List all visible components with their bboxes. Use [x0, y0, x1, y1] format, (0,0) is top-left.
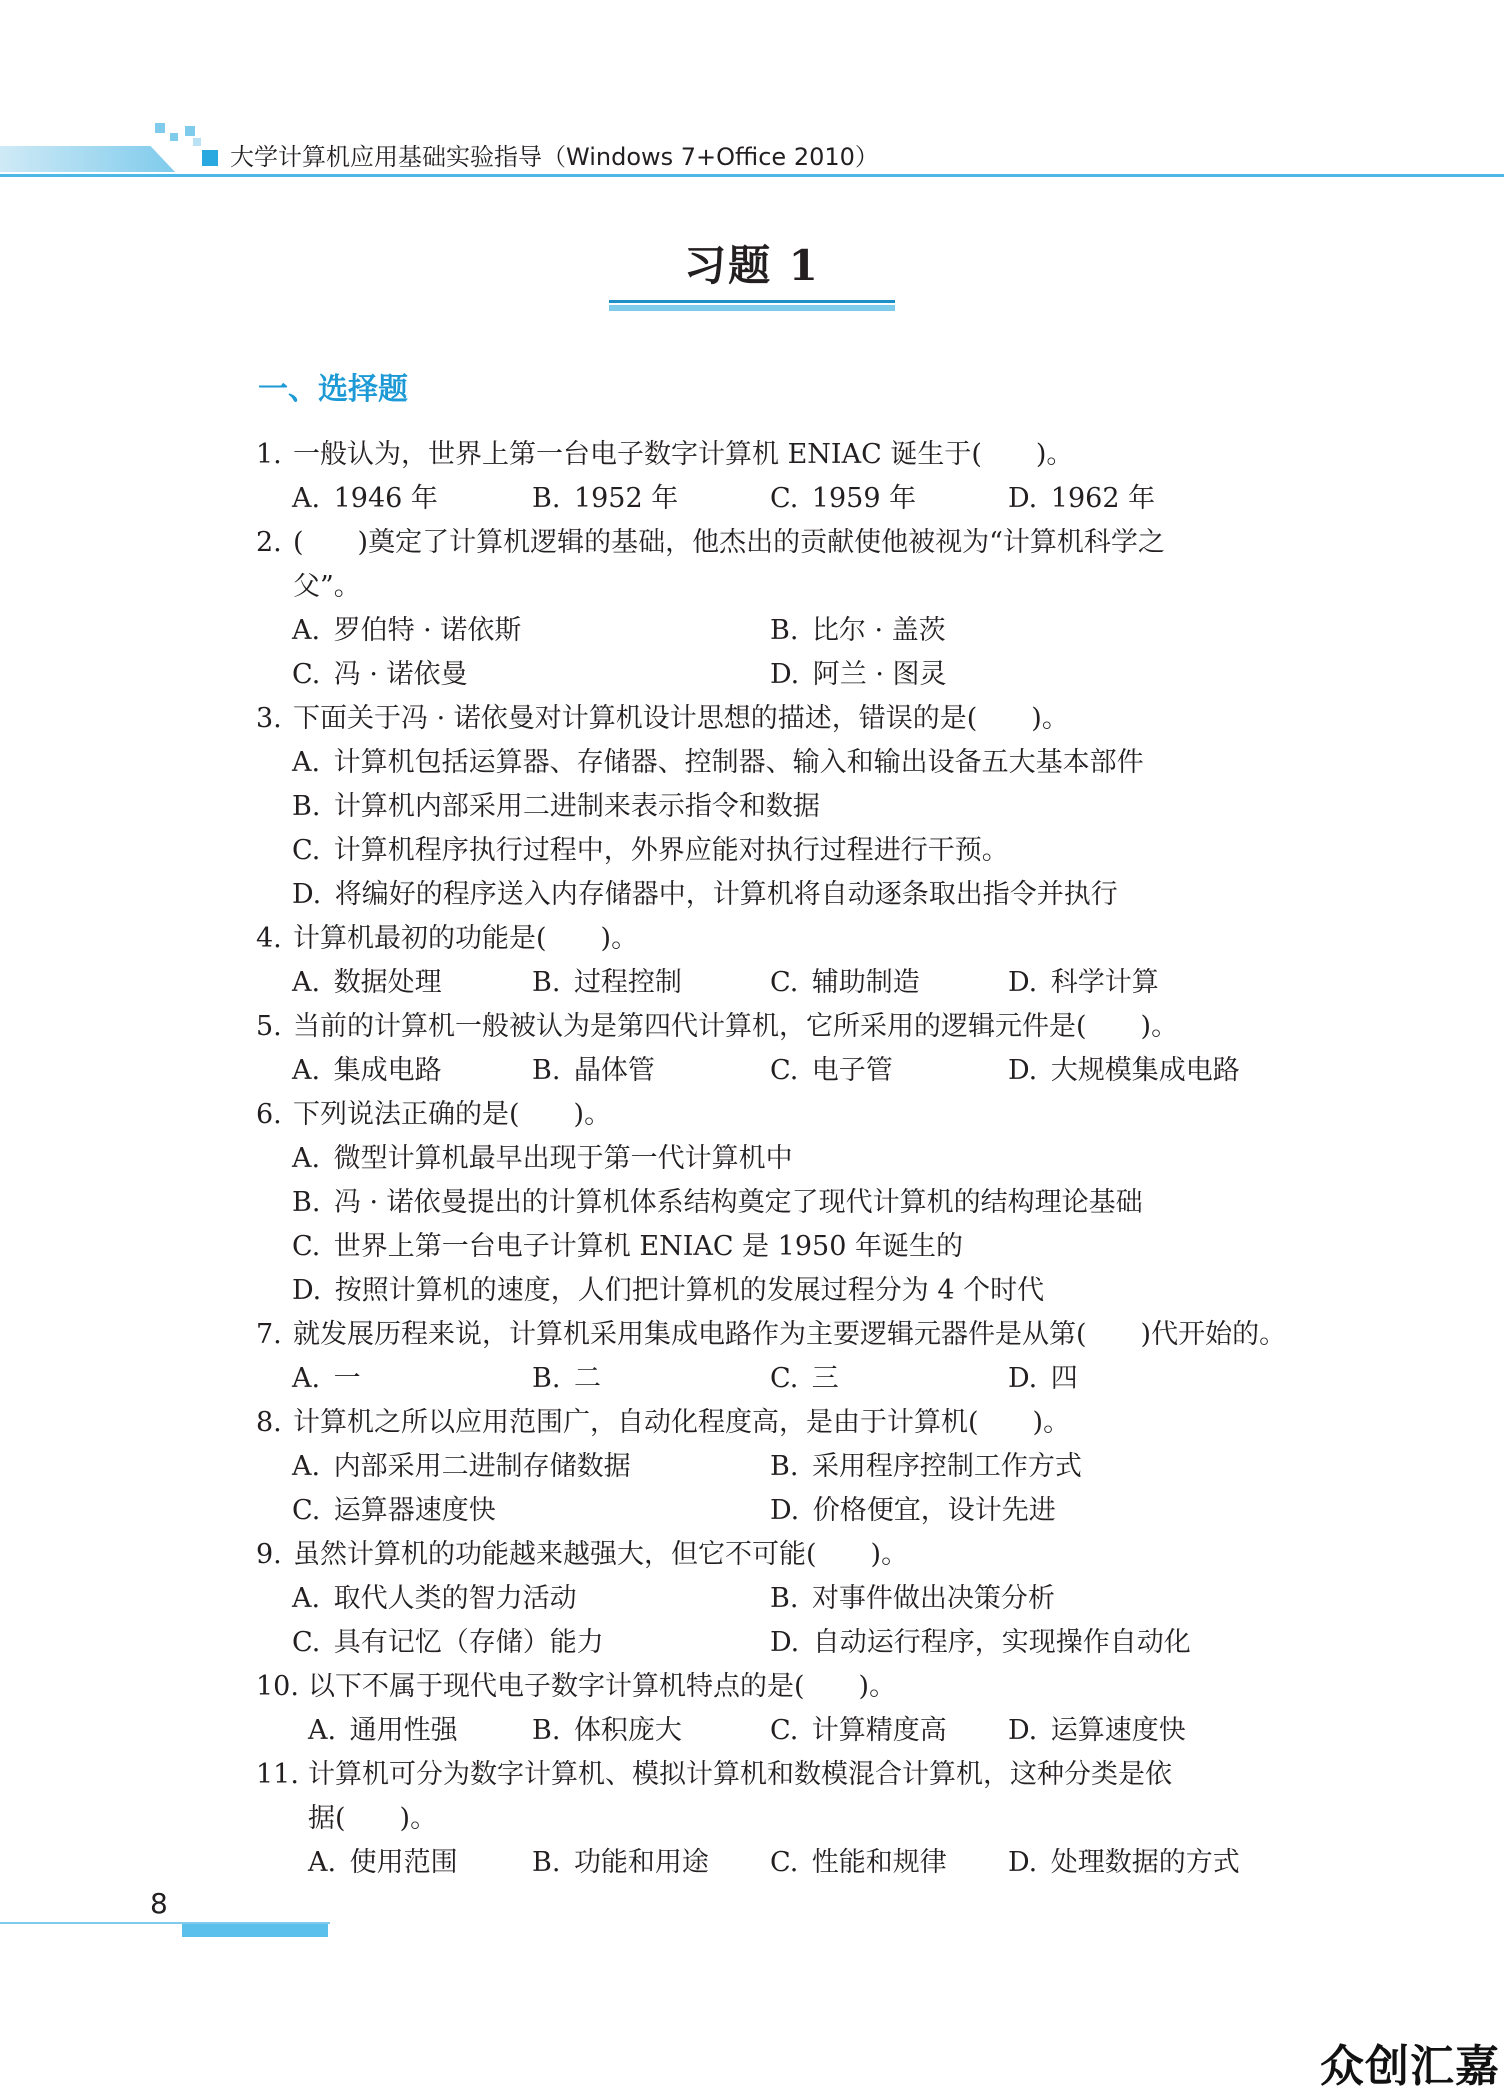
option-text: 阿兰 · 图灵 [812, 659, 947, 690]
question-number: 3. [256, 703, 282, 734]
option-b [292, 785, 820, 829]
option-text: 计算机程序执行过程中，外界应能对执行过程进行干预。 [333, 835, 1009, 866]
option-d [1008, 477, 1155, 521]
option-d [1008, 1709, 1186, 1753]
option-text: 计算机内部采用二进制来表示指令和数据 [333, 791, 820, 822]
question-text: 一般认为，世界上第一台电子数字计算机 ENIAC 诞生于( )。 [293, 439, 1074, 470]
header-pixel-decoration [185, 126, 195, 136]
options-row [0, 741, 1504, 785]
options-row [0, 653, 1504, 697]
option-text: 运算速度快 [1050, 1715, 1186, 1746]
option-letter: D. [1008, 1055, 1038, 1086]
options-row [0, 873, 1504, 917]
option-text: 运算器速度快 [333, 1495, 496, 1526]
option-c [770, 1709, 947, 1753]
option-d [1008, 1841, 1240, 1885]
option-a [292, 961, 442, 1005]
options-row [0, 1225, 1504, 1269]
option-text: 科学计算 [1050, 967, 1159, 998]
options-row [0, 829, 1504, 873]
header-pixel-decoration [170, 133, 178, 141]
question-5 [0, 1005, 1504, 1049]
option-d [292, 1269, 1044, 1313]
option-b [532, 477, 678, 521]
option-letter: A. [292, 747, 321, 778]
question-8 [0, 1401, 1504, 1445]
options-row [0, 1445, 1504, 1489]
option-letter: A. [292, 1055, 321, 1086]
page-number: 8 [150, 1887, 168, 1920]
options-row [0, 1577, 1504, 1621]
option-letter: C. [770, 1055, 799, 1086]
header-pixel-decoration [155, 123, 165, 133]
question-list [0, 433, 1504, 1885]
option-letter: A. [308, 1847, 337, 1878]
option-text: 具有记忆（存储）能力 [333, 1627, 604, 1658]
option-a [292, 477, 438, 521]
question-number: 4. [256, 923, 282, 954]
option-text: 晶体管 [573, 1055, 655, 1086]
question-3 [0, 697, 1504, 741]
question-text: 下面关于冯 · 诺依曼对计算机设计思想的描述，错误的是( )。 [293, 703, 1069, 734]
option-letter: B. [770, 1583, 799, 1614]
watermark-text: 众创汇嘉 [1320, 2041, 1500, 2092]
option-letter: C. [770, 1715, 799, 1746]
option-text: 罗伯特 · 诺依斯 [333, 615, 522, 646]
question-6 [0, 1093, 1504, 1137]
option-c [770, 1357, 839, 1401]
question-number: 11. [256, 1759, 299, 1790]
option-a [292, 1049, 442, 1093]
option-letter: B. [532, 967, 561, 998]
question-number: 9. [256, 1539, 282, 1570]
option-letter: A. [292, 967, 321, 998]
option-b [532, 961, 682, 1005]
option-text: 1946 年 [333, 483, 438, 514]
option-d [292, 873, 1118, 917]
title-underline-light [609, 305, 895, 311]
section-title: 一、选择题 [258, 372, 408, 407]
option-letter: C. [292, 1495, 321, 1526]
question-text: 计算机最初的功能是( )。 [293, 923, 639, 954]
question-text: 以下不属于现代电子数字计算机特点的是( )。 [308, 1671, 897, 1702]
question-text: 就发展历程来说，计算机采用集成电路作为主要逻辑元器件是从第( )代开始的。 [293, 1319, 1287, 1350]
option-text: 价格便宜，设计先进 [812, 1495, 1056, 1526]
option-text: 1959 年 [811, 483, 917, 514]
option-letter: A. [292, 1143, 321, 1174]
option-letter: D. [292, 879, 322, 910]
option-letter: B. [770, 615, 799, 646]
option-a [292, 609, 521, 653]
option-c [770, 1049, 893, 1093]
option-letter: D. [1008, 1363, 1038, 1394]
option-letter: D. [1008, 967, 1038, 998]
option-a [292, 1577, 577, 1621]
question-text: 当前的计算机一般被认为是第四代计算机，它所采用的逻辑元件是( )。 [293, 1011, 1179, 1042]
option-d [1008, 1049, 1240, 1093]
option-b [292, 1181, 1143, 1225]
option-b [770, 609, 946, 653]
option-c [292, 653, 468, 697]
option-text: 辅助制造 [811, 967, 920, 998]
option-letter: B. [532, 1715, 561, 1746]
option-text: 冯 · 诺依曼提出的计算机体系结构奠定了现代计算机的结构理论基础 [333, 1187, 1143, 1218]
options-row [0, 1269, 1504, 1313]
option-text: 计算机包括运算器、存储器、控制器、输入和输出设备五大基本部件 [333, 747, 1144, 778]
option-text: 取代人类的智力活动 [333, 1583, 577, 1614]
option-letter: B. [532, 1363, 561, 1394]
question-7 [0, 1313, 1504, 1357]
option-text: 采用程序控制工作方式 [811, 1451, 1082, 1482]
option-b [532, 1841, 709, 1885]
option-text: 数据处理 [333, 967, 442, 998]
option-letter: D. [1008, 1847, 1038, 1878]
running-header-title: 大学计算机应用基础实验指导（Windows 7+Office 2010） [230, 143, 879, 171]
header-rule [0, 174, 1504, 177]
option-text: 将编好的程序送入内存储器中，计算机将自动逐条取出指令并执行 [334, 879, 1118, 910]
question-number: 8. [256, 1407, 282, 1438]
question-number: 5. [256, 1011, 282, 1042]
question-number: 2. [256, 527, 282, 558]
option-text: 微型计算机最早出现于第一代计算机中 [333, 1143, 793, 1174]
options-row [0, 1181, 1504, 1225]
options-row [0, 961, 1504, 1005]
option-a [292, 1137, 793, 1181]
question-number: 6. [256, 1099, 282, 1130]
option-letter: A. [292, 1363, 321, 1394]
options-row [0, 1357, 1504, 1401]
option-letter: B. [292, 1187, 321, 1218]
option-d [1008, 961, 1159, 1005]
option-c [770, 477, 916, 521]
question-text: 父”。 [293, 571, 361, 602]
option-text: 自动运行程序，实现操作自动化 [812, 1627, 1191, 1658]
option-text: 电子管 [811, 1055, 893, 1086]
option-letter: C. [292, 659, 321, 690]
question-text: 据( )。 [308, 1803, 438, 1834]
question-10 [0, 1665, 1504, 1709]
option-c [770, 1841, 947, 1885]
options-row [0, 1049, 1504, 1093]
option-b [770, 1445, 1082, 1489]
options-row [0, 1841, 1504, 1885]
option-letter: B. [532, 1847, 561, 1878]
options-row [0, 1137, 1504, 1181]
option-c [292, 1621, 604, 1665]
option-letter: A. [292, 615, 321, 646]
option-letter: C. [292, 1627, 321, 1658]
option-d [770, 1621, 1191, 1665]
option-text: 大规模集成电路 [1050, 1055, 1240, 1086]
footer-bar [182, 1924, 328, 1937]
option-letter: D. [1008, 1715, 1038, 1746]
option-c [292, 1489, 496, 1533]
option-text: 二 [573, 1363, 601, 1394]
option-letter: C. [770, 967, 799, 998]
option-text: 对事件做出决策分析 [811, 1583, 1055, 1614]
question-11 [0, 1753, 1504, 1797]
question-4 [0, 917, 1504, 961]
option-letter: C. [770, 483, 799, 514]
option-a [308, 1841, 458, 1885]
option-letter: D. [770, 659, 800, 690]
option-b [532, 1357, 601, 1401]
question-2-line-2 [0, 565, 1504, 609]
question-text: 虽然计算机的功能越来越强大，但它不可能( )。 [293, 1539, 909, 1570]
option-c [292, 1225, 963, 1269]
question-2 [0, 521, 1504, 565]
option-text: 内部采用二进制存储数据 [333, 1451, 631, 1482]
option-c [292, 829, 1009, 873]
option-letter: D. [1008, 483, 1038, 514]
option-text: 性能和规律 [811, 1847, 947, 1878]
question-text: 下列说法正确的是( )。 [293, 1099, 612, 1130]
option-a [292, 1445, 631, 1489]
question-number: 10. [256, 1671, 299, 1702]
option-text: 通用性强 [349, 1715, 458, 1746]
option-text: 1962 年 [1050, 483, 1156, 514]
option-text: 集成电路 [333, 1055, 442, 1086]
option-b [770, 1577, 1055, 1621]
option-letter: B. [292, 791, 321, 822]
option-letter: B. [532, 1055, 561, 1086]
option-text: 功能和用途 [573, 1847, 709, 1878]
header-bullet-square [202, 150, 218, 166]
options-row [0, 1489, 1504, 1533]
options-row [0, 785, 1504, 829]
option-letter: B. [532, 483, 561, 514]
option-letter: D. [770, 1495, 800, 1526]
option-text: 1952 年 [573, 483, 679, 514]
title-underline-dark [609, 300, 895, 303]
question-number: 7. [256, 1319, 282, 1350]
question-text: 计算机之所以应用范围广，自动化程度高，是由于计算机( )。 [293, 1407, 1071, 1438]
header-pixel-decoration [193, 138, 201, 146]
option-text: 体积庞大 [573, 1715, 682, 1746]
option-letter: B. [770, 1451, 799, 1482]
option-letter: A. [292, 1451, 321, 1482]
option-c [770, 961, 920, 1005]
option-text: 过程控制 [573, 967, 682, 998]
option-b [532, 1049, 655, 1093]
question-9 [0, 1533, 1504, 1577]
options-row [0, 1621, 1504, 1665]
option-text: 一 [333, 1363, 361, 1394]
option-letter: A. [292, 483, 321, 514]
option-text: 计算精度高 [811, 1715, 947, 1746]
option-letter: C. [292, 1231, 321, 1262]
question-11-line-2 [0, 1797, 1504, 1841]
page-title: 习题 1 [684, 241, 820, 290]
option-letter: D. [770, 1627, 800, 1658]
option-text: 冯 · 诺依曼 [333, 659, 468, 690]
option-text: 处理数据的方式 [1050, 1847, 1240, 1878]
option-text: 世界上第一台电子计算机 ENIAC 是 1950 年诞生的 [333, 1231, 963, 1262]
option-a [292, 741, 1144, 785]
question-number: 1. [256, 439, 282, 470]
option-b [532, 1709, 682, 1753]
option-letter: C. [292, 835, 321, 866]
option-text: 比尔 · 盖茨 [811, 615, 946, 646]
options-row [0, 1709, 1504, 1753]
option-text: 四 [1050, 1363, 1078, 1394]
header-band [0, 146, 175, 172]
option-letter: D. [292, 1275, 322, 1306]
option-d [1008, 1357, 1078, 1401]
option-d [770, 1489, 1056, 1533]
option-a [292, 1357, 361, 1401]
option-a [308, 1709, 458, 1753]
options-row [0, 477, 1504, 521]
option-text: 使用范围 [349, 1847, 458, 1878]
option-d [770, 653, 947, 697]
option-letter: A. [292, 1583, 321, 1614]
question-1 [0, 433, 1504, 477]
option-letter: C. [770, 1847, 799, 1878]
options-row [0, 609, 1504, 653]
question-text: 计算机可分为数字计算机、模拟计算机和数模混合计算机，这种分类是依 [308, 1759, 1172, 1790]
option-letter: A. [308, 1715, 337, 1746]
option-text: 三 [811, 1363, 839, 1394]
option-letter: C. [770, 1363, 799, 1394]
option-text: 按照计算机的速度，人们把计算机的发展过程分为 4 个时代 [334, 1275, 1045, 1306]
question-text: ( )奠定了计算机逻辑的基础，他杰出的贡献使他被视为“计算机科学之 [293, 527, 1165, 558]
